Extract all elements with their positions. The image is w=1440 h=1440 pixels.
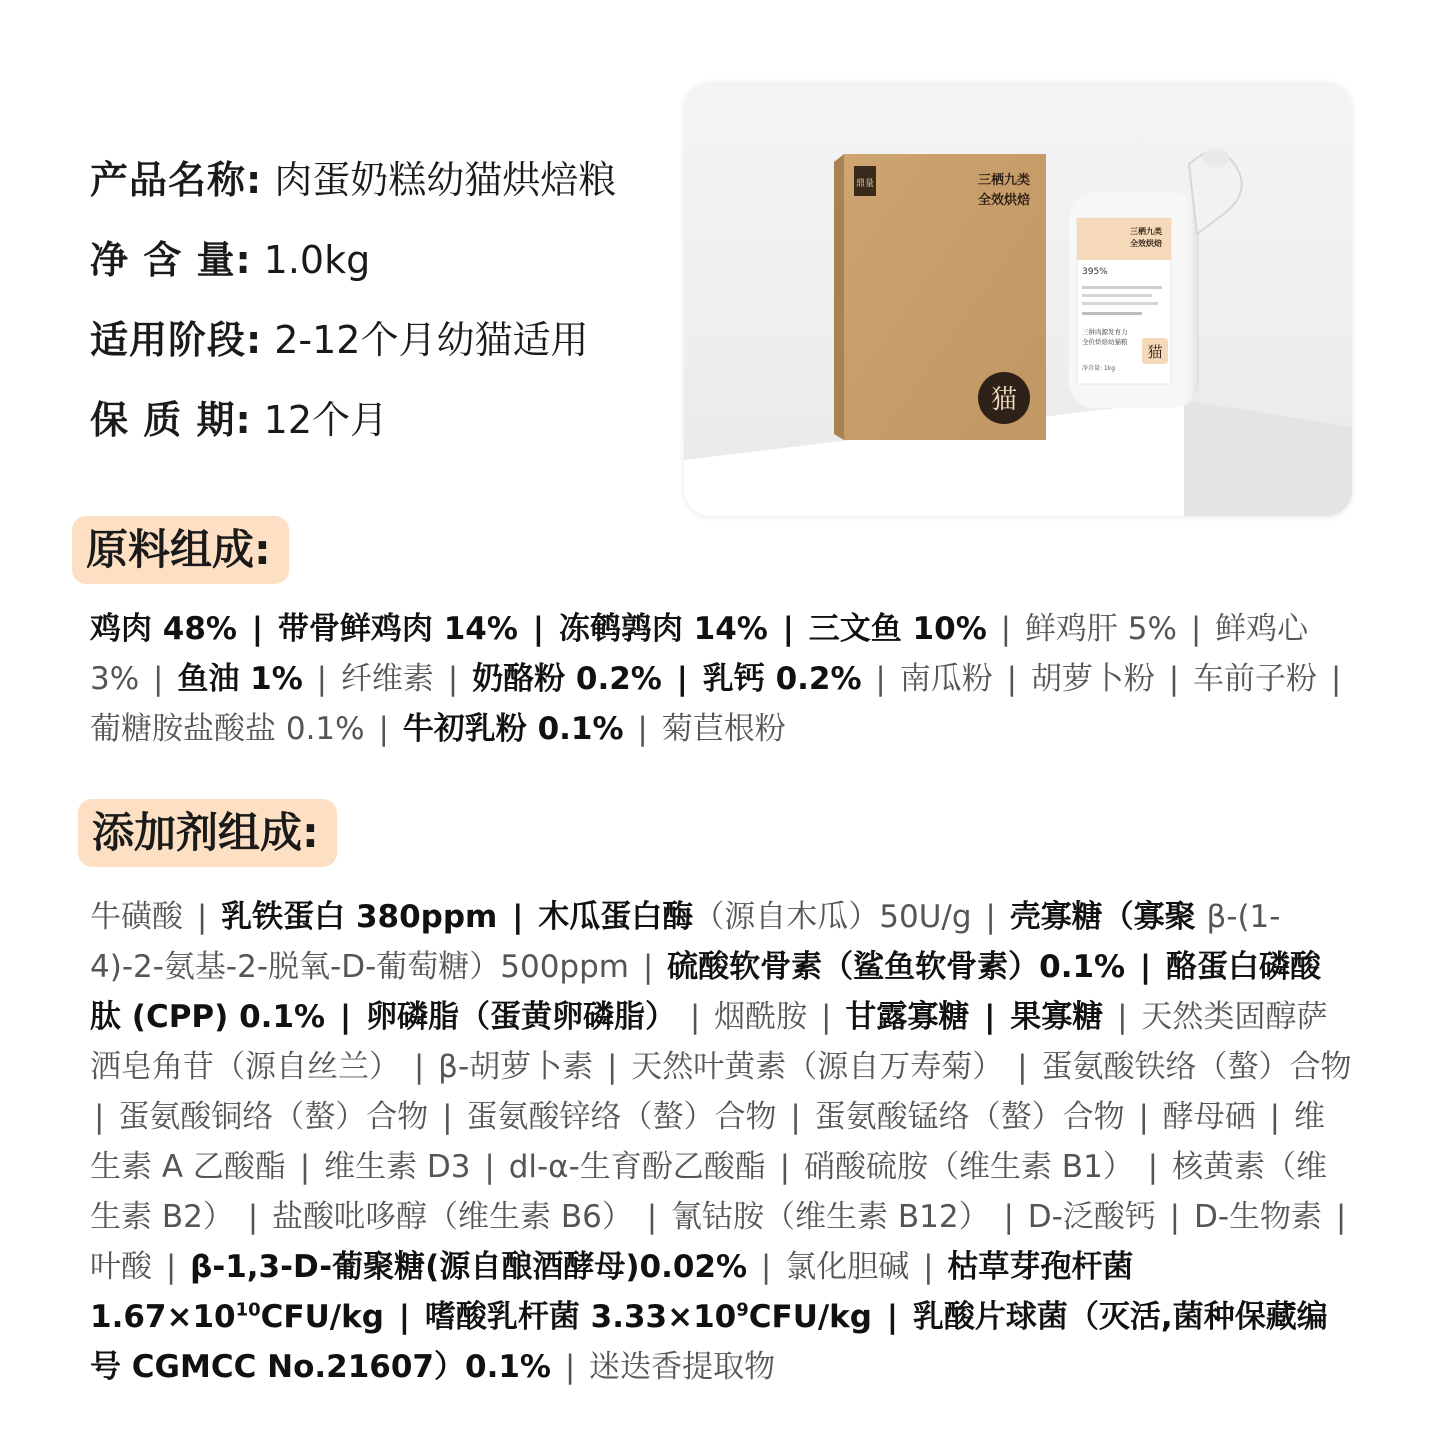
list-separator: | [241,611,274,647]
list-item-text: dl-α-生育酚乙酸酯 [508,1149,766,1185]
list-item-text: 氯化胆碱 [785,1249,910,1285]
list-separator: | [680,999,711,1035]
list-item [815,1099,1125,1135]
list-item-text: 乳钙 0.2% [702,661,862,697]
list-item-text: 牛初乳粉 0.1% [402,711,624,747]
list-item-text: 硫酸软骨素（鲨鱼软骨素）0.1% [667,949,1126,985]
list-item [809,611,987,647]
product-illustration [684,82,1352,516]
list-separator: | [751,1249,782,1285]
list-item [221,899,497,935]
list-separator: | [156,1249,187,1285]
age-range-label: 适用阶段: [90,318,263,362]
list-item-text: 嗜酸乳杆菌 3.33×10 [424,1299,737,1335]
list-separator: | [876,1299,909,1335]
age-range-value: 2-12个月幼猫适用 [274,318,589,362]
list-separator: | [1129,949,1163,985]
list-item [90,711,365,747]
list-item [466,1099,776,1135]
list-item [1028,1199,1156,1235]
list-separator: | [1007,1049,1038,1085]
list-item-text: 氰钴胺（维生素 B12） [671,1199,990,1235]
list-separator: | [437,661,469,697]
list-item-text: β-1,3-D-葡聚糖(源自酿酒酵母)0.02% [190,1249,748,1285]
list-separator: | [1128,1099,1159,1135]
list-item-text: 鲜鸡心 3% [90,611,1309,697]
list-item [278,611,518,647]
box-tagline-2: 全效烘焙 [977,193,1030,208]
list-separator: | [1259,1099,1290,1135]
list-separator: | [597,1049,628,1085]
list-item [1041,1049,1351,1085]
additives-title: 添加剂组成: [78,799,337,867]
bottle-weight: 净含量: 1kg [1082,365,1116,372]
list-item-text: 蛋氨酸锰络（螯）合物 [814,1099,1125,1135]
list-separator: | [811,999,842,1035]
list-separator: | [632,949,664,985]
list-item-text: 乳铁蛋白 380ppm [221,899,498,935]
list-separator: | [627,711,658,747]
kraft-box [834,154,1046,440]
list-item-text: 壳寡糖（寡聚 [1009,899,1207,935]
list-separator: | [94,1099,115,1135]
list-item [509,1149,766,1185]
bottle-tagline-1: 三栖九类 [1130,227,1162,236]
list-item-text: 菊苣根粉 [661,711,786,747]
bottle-text-2: 全价烘焙幼猫粮 [1082,338,1128,346]
list-item [671,1199,990,1235]
list-item [118,1099,428,1135]
list-item-text: 蛋氨酸铜络（螯）合物 [118,1099,429,1135]
list-item-text: 纤维素 [340,661,434,697]
box-tagline-1: 三栖九类 [977,173,1030,188]
list-item [804,1149,1134,1185]
list-item [425,1299,872,1335]
list-item-text: 牛磺酸 [90,899,183,935]
food-bottle [1069,148,1242,408]
list-separator: | [1137,1149,1168,1185]
list-separator: | [996,661,1027,697]
list-separator: | [404,1049,435,1085]
list-separator: | [368,711,399,747]
list-item [714,999,807,1035]
list-item [1025,611,1177,647]
list-item [703,661,862,697]
list-item-text: 甘露寡糖 [845,999,970,1035]
list-separator: | [780,1099,811,1135]
list-item-text: 鱼油 1% [177,661,303,697]
list-item-text: 带骨鲜鸡肉 14% [277,611,518,647]
list-item [1031,661,1155,697]
list-item [366,999,676,1035]
list-separator: | [289,1149,321,1185]
list-item-text: 南瓜粉 [899,661,993,697]
list-item [559,611,768,647]
product-name-label: 产品名称: [90,158,263,202]
shelf-life-row [90,392,616,472]
list-item [341,661,434,697]
list-item [1010,999,1103,1035]
product-info [90,152,616,472]
pedestal-side [1184,400,1352,516]
list-item-text: （源自木瓜）50U/g [693,899,972,935]
list-item [845,999,969,1035]
list-item-text: 维生素 D3 [324,1149,471,1185]
list-item-text: 乳酸片球菌（灭活,菌种保藏编号 CGMCC No.21607）0.1% [90,1299,1328,1385]
ingredients-title: 原料组成: [72,516,289,584]
list-item-text: D-生物素 [1193,1199,1323,1235]
list-item [90,1249,152,1285]
list-item-text: 鲜鸡肝 5% [1024,611,1177,647]
list-item-text: 鸡肉 48% [90,611,237,647]
bottle-text-1: 三拼肉源发育力 [1082,328,1128,336]
list-item-text: 维生素 A 乙酸酯 [90,1099,1325,1185]
list-item-text: 奶酪粉 0.2% [472,661,662,697]
list-separator: | [329,999,363,1035]
shelf-life-label: 保 质 期: [90,398,252,442]
list-item-text: 果寡糖 [1010,999,1104,1035]
list-item [1193,661,1317,697]
list-item-text: 10 [235,1299,261,1321]
list-item [900,661,993,697]
list-item [1163,1099,1256,1135]
box-brand: 鼎量 [855,179,875,189]
ingredients-list [90,604,1352,754]
list-separator: | [993,1199,1024,1235]
product-photo [684,82,1352,516]
list-item [190,1249,747,1285]
list-separator: | [432,1099,463,1135]
list-item-text: β-胡萝卜素 [438,1049,594,1085]
list-item-text: β-(1-4)-2-氨基-2-脱氧-D-葡萄糖）500ppm [90,899,1281,985]
list-item [438,1049,593,1085]
list-item-text: CFU/kg [260,1299,384,1335]
bottle-cat-badge-label: 猫 [1147,343,1163,361]
list-item-text: 葡糖胺盐酸盐 0.1% [90,711,365,747]
list-separator: | [636,1199,668,1235]
list-separator: | [973,999,1007,1035]
list-separator: | [1321,661,1342,697]
list-item-text: 烟酰胺 [714,999,808,1035]
list-item-text: 天然叶黄素（源自万寿菊） [631,1049,1004,1085]
bottle-percent: 395% [1082,267,1108,277]
net-weight-value: 1.0kg [263,238,371,282]
list-item-text: 叶酸 [90,1249,152,1285]
box-cat-badge-label: 猫 [990,385,1018,415]
list-separator: | [521,611,555,647]
list-item-text: 迷迭香提取物 [589,1349,776,1385]
list-item [538,899,971,935]
list-item [90,899,183,935]
list-item [272,1199,633,1235]
bottle-tagline-2: 全效烘焙 [1130,239,1162,248]
list-item [662,711,786,747]
list-separator: | [1158,661,1190,697]
list-separator: | [237,1199,269,1235]
list-item-text: 9 [736,1299,749,1321]
list-item [1194,1199,1322,1235]
list-item-text: 胡萝卜粉 [1030,661,1155,697]
product-name-value: 肉蛋奶糕幼猫烘焙粮 [274,158,617,202]
list-item-text: 硝酸硫胺（维生素 B1） [803,1149,1134,1185]
list-item-text: 蛋氨酸铁络（螯）合物 [1041,1049,1352,1085]
list-separator: | [771,611,805,647]
list-item [785,1249,909,1285]
list-separator: | [865,661,896,697]
list-item-text: 盐酸吡哆醇（维生素 B6） [272,1199,633,1235]
list-item-text: 酵母硒 [1162,1099,1256,1135]
list-separator: | [187,899,218,935]
list-separator: | [1107,999,1138,1035]
list-item [177,661,302,697]
list-item-text: CFU/kg [748,1299,872,1335]
list-separator: | [554,1349,586,1385]
additives-list [90,892,1352,1392]
list-separator: | [1180,611,1212,647]
list-separator: | [474,1149,505,1185]
list-separator: | [990,611,1021,647]
net-weight-row [90,232,616,312]
net-weight-label: 净 含 量: [90,238,252,282]
list-separator: | [501,899,535,935]
list-separator: | [769,1149,800,1185]
list-separator: | [665,661,699,697]
shelf-life-value: 12个月 [263,398,389,442]
list-item-text: 冻鹌鹑肉 14% [558,611,768,647]
list-separator: | [1326,1199,1347,1235]
list-item [472,661,662,697]
list-separator: | [387,1299,421,1335]
list-item [403,711,624,747]
list-item-text: 卵磷脂（蛋黄卵磷脂） [366,999,677,1035]
list-item-text: D-泛酸钙 [1027,1199,1156,1235]
list-item [90,611,237,647]
list-item-text: 枯草芽孢杆菌 1.67×10 [90,1249,1134,1335]
list-item-text: 蛋氨酸锌络（螯）合物 [466,1099,777,1135]
list-item-text: 三文鱼 10% [808,611,987,647]
list-item [589,1349,775,1385]
list-item-text: 木瓜蛋白酶 [538,899,694,935]
list-separator: | [1159,1199,1190,1235]
list-separator: | [143,661,174,697]
list-item-text: 核黄素（维生素 B2） [90,1149,1327,1235]
list-separator: | [913,1249,944,1285]
list-item-text: 酪蛋白磷酸肽 (CPP) 0.1% [90,949,1322,1035]
list-item [667,949,1125,985]
list-item-text: 天然类固醇萨洒皂角苷（源自丝兰） [90,999,1328,1085]
list-item-text: 车前子粉 [1193,661,1318,697]
age-range-row [90,312,616,392]
list-separator: | [975,899,1006,935]
list-separator: | [306,661,337,697]
product-name-row [90,152,616,232]
list-item [324,1149,470,1185]
list-item [631,1049,1003,1085]
